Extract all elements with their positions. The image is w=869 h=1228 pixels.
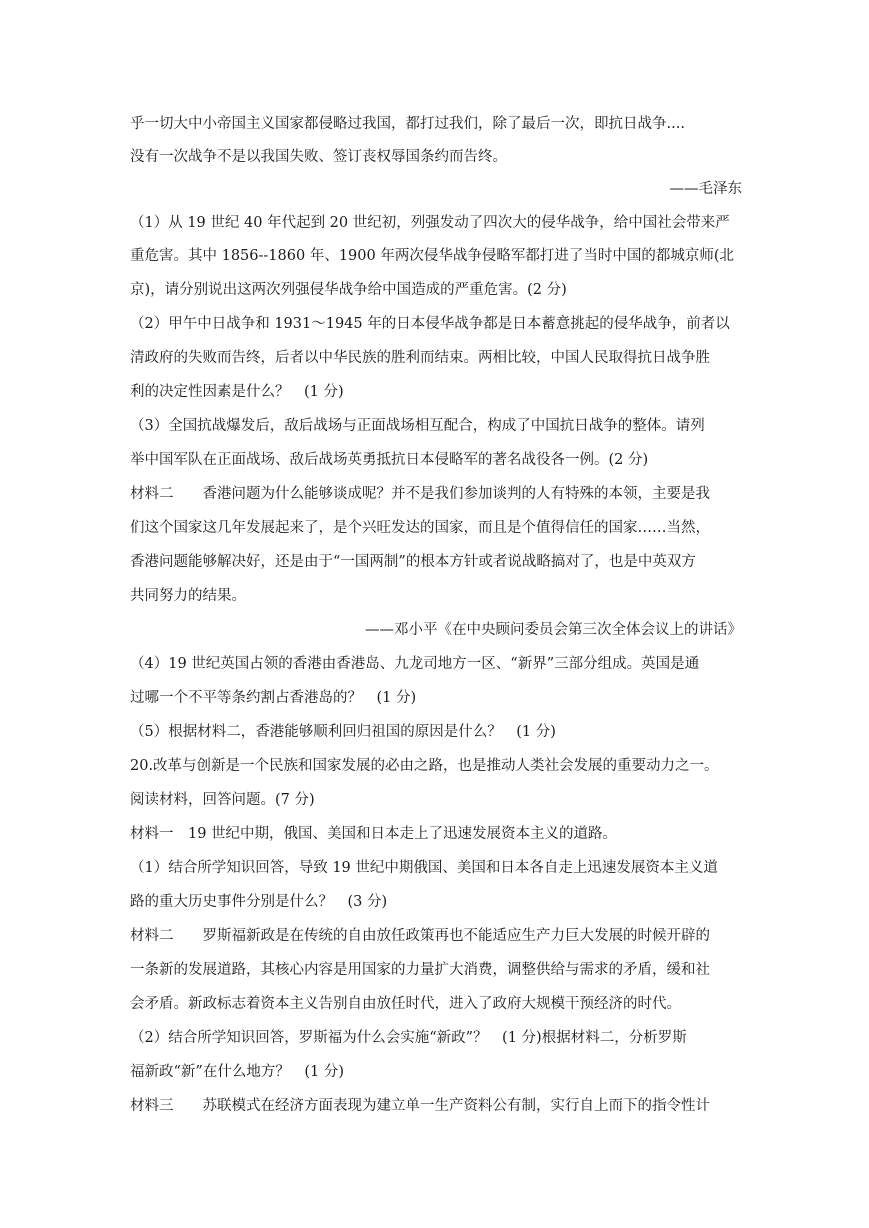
text-line: 香港问题能够解决好，还是由于“一国两制”的根本方针或者说战略搞对了，也是中英双方 — [130, 554, 696, 570]
material-1: 材料一 19 世纪中期，俄国、美国和日本走上了迅速发展资本主义的道路。 — [130, 826, 618, 842]
text-line: 福新政“新”在什么地方？ (1 分) — [130, 1064, 344, 1080]
question-20-2: （2）结合所学知识回答，罗斯福为什么会实施“新政”？ (1 分)根据材料二，分析罗斯 — [130, 1030, 687, 1046]
text-line: 们这个国家这几年发展起来了，是个兴旺发达的国家，而且是个值得信任的国家……当然， — [130, 520, 710, 536]
material-2b: 材料二 罗斯福新政是在传统的自由放任政策再也不能适应生产力巨大发展的时候开辟的 — [130, 928, 710, 944]
text-line: 没有一次战争不是以我国失败、签订丧权辱国条约而告终。 — [130, 149, 507, 165]
question-5: （5）根据材料二，香港能够顺利回归祖国的原因是什么？ (1 分) — [130, 724, 556, 740]
material-3: 材料三 苏联模式在经济方面表现为建立单一生产资料公有制，实行自上而下的指令性计 — [130, 1098, 710, 1114]
text-line: 共同努力的结果。 — [130, 588, 246, 604]
question-20-1: （1）结合所学知识回答，导致 19 世纪中期俄国、美国和日本各自走上迅速发展资本主义道 — [130, 860, 718, 876]
attribution: ——毛泽东 — [669, 181, 742, 197]
text-line: 乎一切大中小帝国主义国家都侵略过我国，都打过我们，除了最后一次，即抗日战争.... — [130, 116, 685, 132]
text-line: 京)，请分别说出这两次列强侵华战争给中国造成的严重危害。(2 分) — [130, 282, 567, 298]
question-1: （1）从 19 世纪 40 年代起到 20 世纪初，列强发动了四次大的侵华战争，给中国社会带来严 — [130, 215, 730, 231]
attribution: ——邓小平《在中央顾问委员会第三次全体会议上的讲话》 — [365, 622, 742, 638]
question-20: 20.改革与创新是一个民族和国家发展的必由之路，也是推动人类社会发展的重要动力之一。 — [130, 758, 719, 774]
question-4: （4）19 世纪英国占领的香港由香港岛、九龙司地方一区、“新界”三部分组成。英国是通 — [130, 656, 700, 672]
text-line: 会矛盾。新政标志着资本主义告别自由放任时代，进入了政府大规模干预经济的时代。 — [130, 996, 681, 1012]
text-line: 清政府的失败而告终，后者以中华民族的胜利而结束。两相比较，中国人民取得抗日战争胜 — [130, 350, 710, 366]
text-line: 过哪一个不平等条约割占香港岛的？ (1 分) — [130, 690, 417, 706]
text-line: 一条新的发展道路，其核心内容是用国家的力量扩大消费，调整供给与需求的矛盾，缓和社 — [130, 962, 710, 978]
text-line: 重危害。其中 1856--1860 年、1900 年两次侵华战争侵略军都打进了当时中国的都城京师(北 — [130, 248, 734, 264]
question-2: （2）甲午中日战争和 1931～1945 年的日本侵华战争都是日本蓄意挑起的侵华战争，前者以 — [130, 316, 730, 332]
text-line: 阅读材料，回答问题。(7 分) — [130, 792, 315, 808]
material-2: 材料二 香港问题为什么能够谈成呢？并不是我们参加谈判的人有特殊的本领，主要是我 — [130, 486, 710, 502]
question-3: （3）全国抗战爆发后，敌后战场与正面战场相互配合，构成了中国抗日战争的整体。请列 — [130, 418, 705, 434]
text-line: 路的重大历史事件分别是什么？ (3 分) — [130, 894, 388, 910]
text-line: 利的决定性因素是什么？ (1 分) — [130, 384, 344, 400]
text-line: 举中国军队在正面战场、敌后战场英勇抵抗日本侵略军的著名战役各一例。(2 分) — [130, 452, 649, 468]
